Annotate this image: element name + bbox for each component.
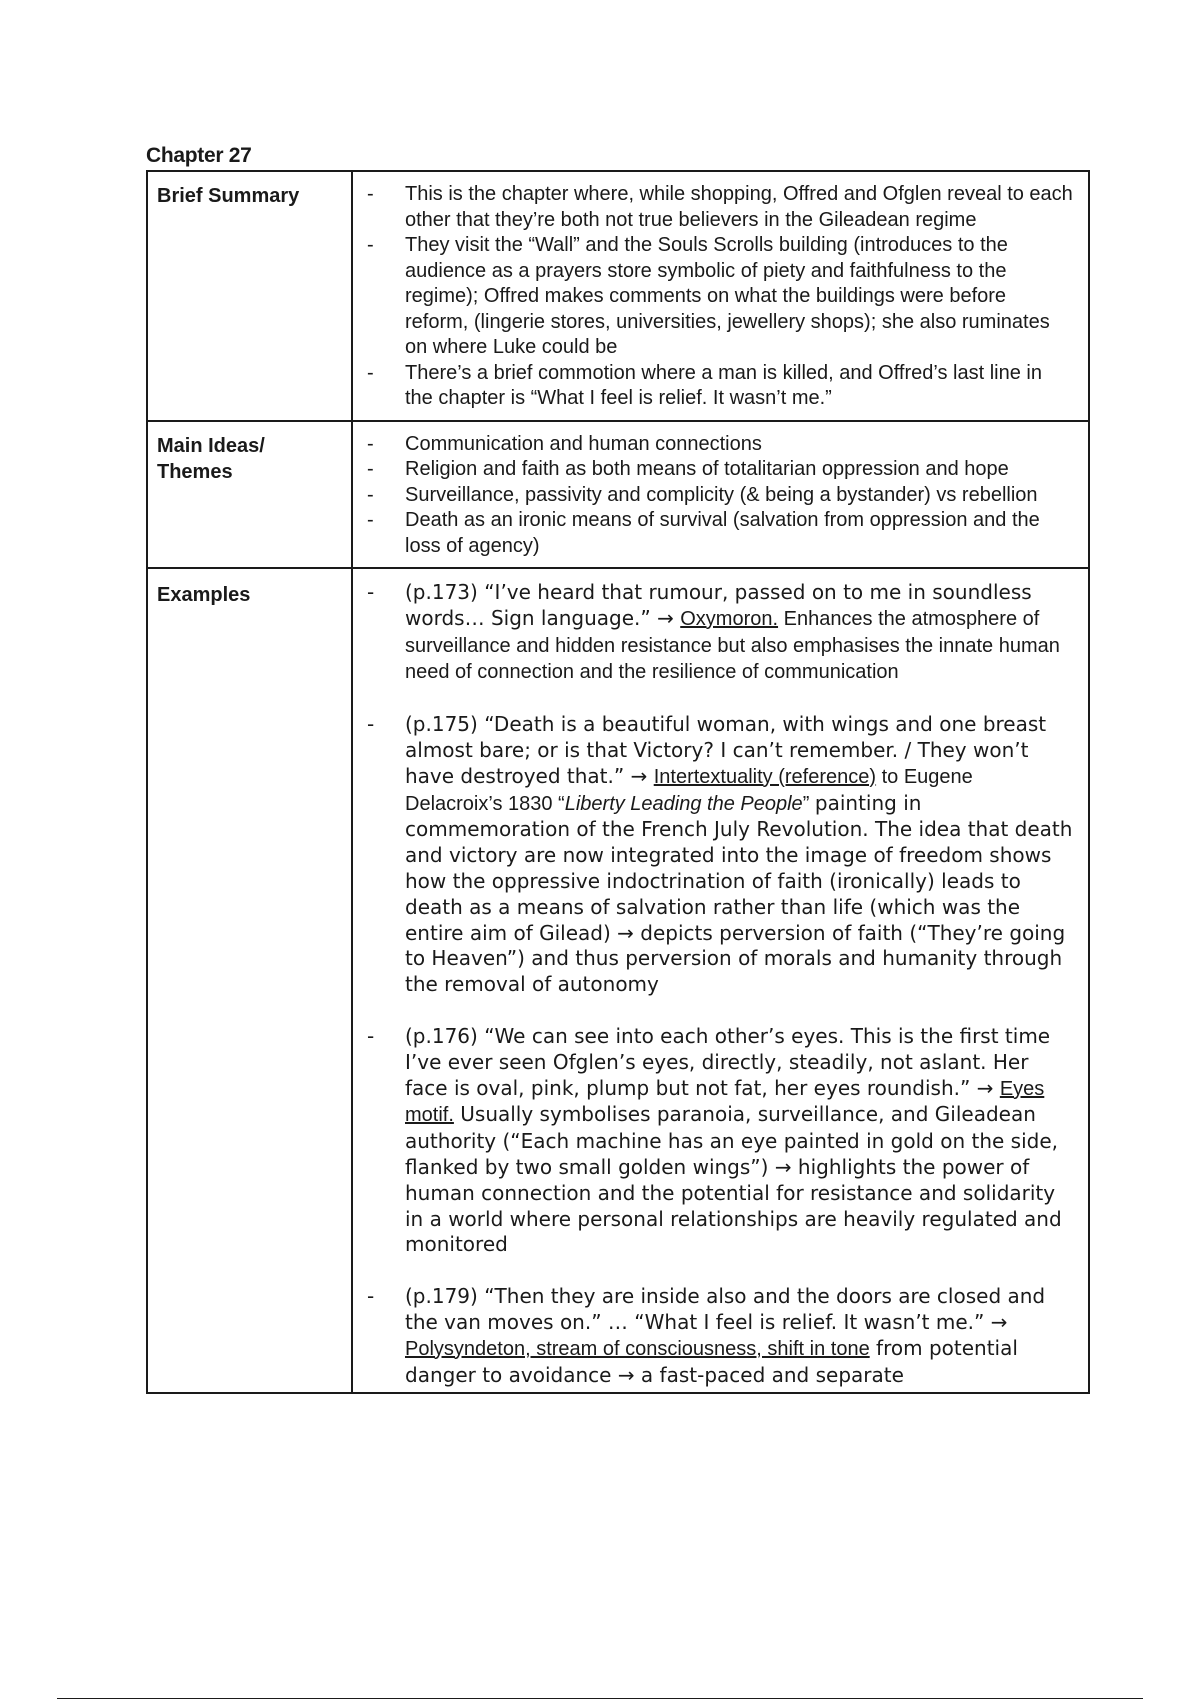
literary-device: Polysyndeton, stream of consciousness, shift in tone [405, 1337, 870, 1360]
example-item [367, 1024, 1074, 1258]
painting-title: Liberty Leading the People [564, 792, 803, 815]
footer-divider [57, 1698, 1143, 1699]
examples-label: Examples [147, 568, 352, 1393]
example-reference: to Eugene Delacroix’s 1830 “ [405, 765, 973, 815]
title-close-quote: ” [802, 792, 815, 815]
example-item [367, 1284, 1074, 1388]
themes-label [147, 421, 352, 569]
themes-row [147, 421, 1089, 569]
chapter-title: Chapter 27 [146, 144, 252, 167]
literary-device: Oxymoron. [680, 607, 779, 630]
example-analysis: Usually symbolises paranoia, surveillance, and Gileadean authority (“Each machine has an eye painted in gold on the side, flanked by two small golden wings”) → highlights the power of human connection and the potential for resistance and solidarity in a world where personal relationships are heavily regulated and monitored [405, 1102, 1062, 1257]
example-item [367, 712, 1074, 998]
literary-device: Intertextuality (reference) [653, 765, 877, 788]
theme-item: - Religion and faith as both means of totalitarian oppression and hope [367, 457, 1074, 483]
summary-content [352, 171, 1089, 421]
examples-row [147, 568, 1089, 1393]
theme-item: - Death as an ironic means of survival (salvation from oppression and the loss of agency) [367, 508, 1074, 559]
summary-item: - This is the chapter where, while shopping, Offred and Ofglen reveal to each other that they’re both not true believers in the Gileadean regime [367, 182, 1074, 233]
summary-list [367, 182, 1074, 412]
theme-item: - Surveillance, passivity and complicity (& being a bystander) vs rebellion [367, 483, 1074, 509]
themes-label-line1: Main Ideas/ [157, 434, 265, 457]
theme-item: - Communication and human connections [367, 432, 1074, 458]
summary-item: - They visit the “Wall” and the Souls Scrolls building (introduces to the audience as a prayers store symbolic of piety and faithfulness to the regime); Offred makes comments on what the buildings were before reform, (lingerie stores, universities, jewellery shops); she also ruminates on where Luke could be [367, 233, 1074, 361]
examples-list [367, 580, 1074, 1388]
themes-label-line2: Themes [157, 460, 233, 483]
example-item [367, 580, 1074, 686]
summary-label: Brief Summary [147, 171, 352, 421]
example-analysis: Enhances the atmosphere of surveillance and hidden resistance but also emphasises the innate human need of connection and the resilience of communication [405, 607, 1060, 684]
literary-device: Eyes motif. [405, 1077, 1045, 1127]
themes-list [367, 432, 1074, 560]
example-quote: (p.176) “We can see into each other’s eyes. This is the first time I’ve ever seen Ofglen’s eyes, directly, steadily, not aslant. Her face is oval, pink, plump but not fat, her eyes roundish.” → [405, 1023, 1051, 1100]
summary-row [147, 171, 1089, 421]
examples-content [352, 568, 1089, 1393]
summary-item: - There’s a brief commotion where a man is killed, and Offred’s last line in the chapter is “What I feel is relief. It wasn’t me.” [367, 361, 1074, 412]
themes-content [352, 421, 1089, 569]
notes-page [146, 144, 1090, 1394]
example-analysis: from potential danger to avoidance → a fast-paced and separate [405, 1335, 1018, 1387]
example-analysis: painting in commemoration of the French July Revolution. The idea that death and victory are now integrated into the image of freedom shows how the oppressive indoctrination of faith (ironically) leads to death as a means of salvation rather than life (which was the entire aim of Gilead) → depicts perversion of faith (“They’re going to Heaven”) and thus perversion of morals and humanity through the removal of autonomy [405, 790, 1073, 997]
example-quote: (p.179) “Then they are inside also and the doors are closed and the van moves on.” … “What I feel is relief. It wasn’t me.” → [405, 1284, 1046, 1334]
chapter-notes-table [146, 170, 1090, 1394]
example-quote: (p.175) “Death is a beautiful woman, with wings and one breast almost bare; or is that Victory? I can’t remember. / They won’t have destroyed that.” → [405, 712, 1047, 788]
example-quote: (p.173) “I’ve heard that rumour, passed on to me in soundless words… Sign language.” → [405, 580, 1032, 630]
